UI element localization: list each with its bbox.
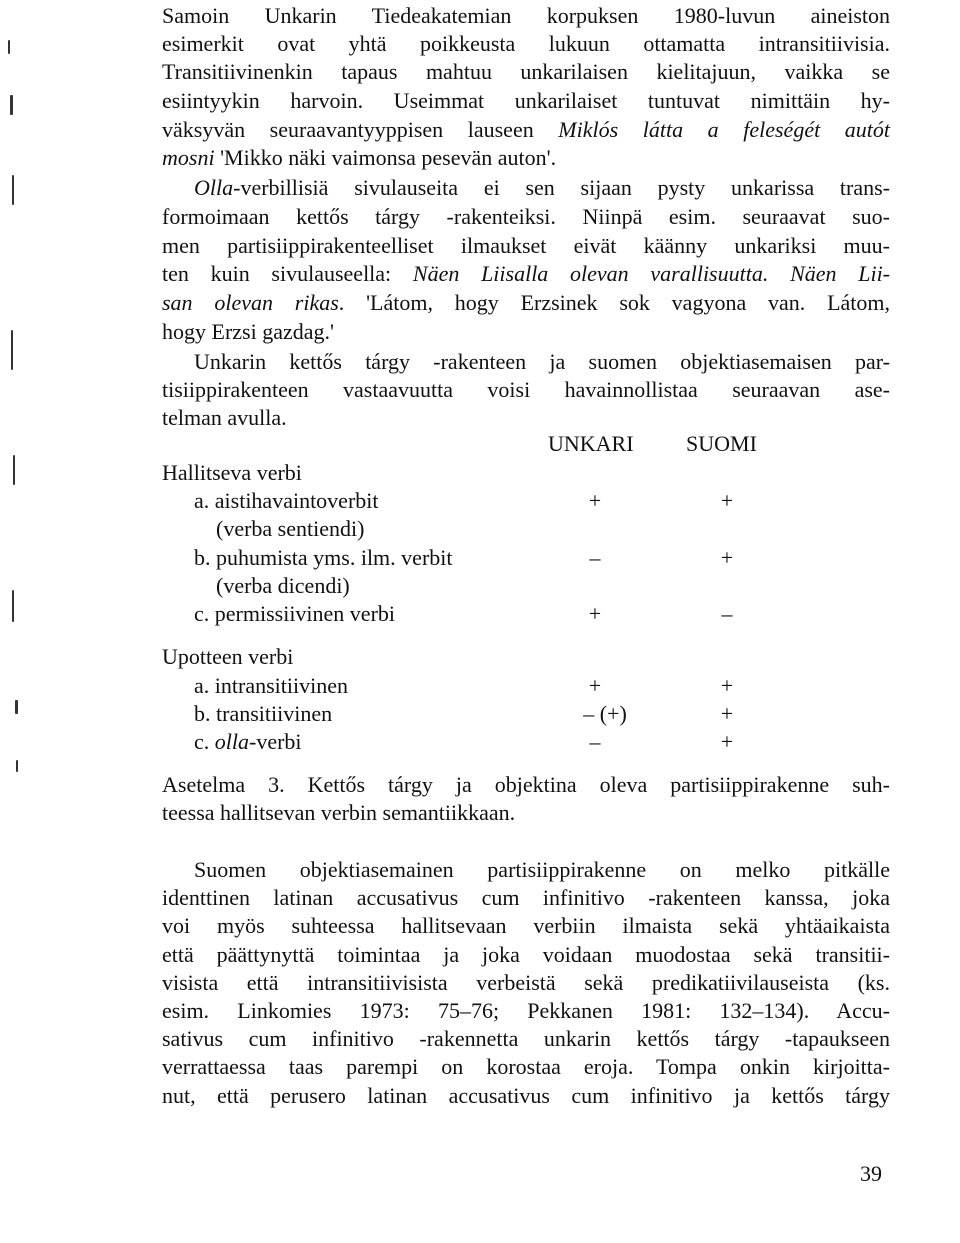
row-label: b. puhumista yms. ilm. verbit	[194, 545, 453, 570]
example-italic: Miklós látta a feleségét autót	[558, 117, 890, 142]
text-line: identtinen latinan accusativus cum infinitivo -rakenteen kanssa, joka	[162, 885, 890, 910]
text-line: visista että intransitiivisista verbeistä sekä predikatiivilauseista (ks.	[162, 970, 890, 995]
suomi-mark: +	[720, 673, 734, 698]
text-line: sativus cum infinitivo -rakennetta unkarin kettős tárgy -tapaukseen	[162, 1026, 890, 1051]
column-header-unkari: UNKARI	[548, 431, 634, 456]
text-line: ten kuin sivulauseella: Näen Liisalla olevan varallisuutta. Näen Lii-	[162, 261, 891, 286]
scan-artifact	[16, 760, 18, 772]
text-line: väksyvän seuraavantyyppisen lauseen Miklós látta a feleségét autót	[162, 117, 890, 142]
suomi-mark: +	[720, 701, 734, 726]
text-line: san olevan rikas. 'Látom, hogy Erzsinek sok vagyona van. Látom,	[162, 290, 890, 315]
row-sublabel: (verba dicendi)	[216, 573, 350, 598]
scan-artifact	[12, 175, 14, 205]
unkari-mark: –	[589, 545, 601, 570]
example-italic: mosni	[162, 145, 215, 170]
text-line: verrattaessa taas parempi on korostaa eroja. Tompa onkin kirjoitta-	[162, 1054, 890, 1079]
text-line: men partisiippirakenteelliset ilmaukset eivät käänny unkariksi muu-	[162, 233, 890, 258]
caption-line: Asetelma 3. Kettős tárgy ja objektina oleva partisiippirakenne suh-	[162, 772, 890, 797]
scan-artifact	[11, 330, 13, 370]
scan-artifact	[8, 40, 10, 54]
scan-artifact	[15, 700, 18, 714]
unkari-mark: –	[589, 729, 601, 754]
suomi-mark: +	[720, 545, 734, 570]
unkari-mark: +	[588, 601, 602, 626]
text-line: formoimaan kettős tárgy -rakenteiksi. Niinpä esim. seuraavat suo-	[162, 204, 890, 229]
row-label: a. aistihavaintoverbit	[194, 488, 379, 513]
unkari-mark: +	[588, 488, 602, 513]
text-line: esim. Linkomies 1973: 75–76; Pekkanen 1981: 132–134). Accu-	[162, 998, 890, 1023]
text-line: Olla-verbillisiä sivulauseita ei sen sijaan pysty unkarissa trans-	[194, 175, 890, 200]
scan-artifact	[13, 455, 15, 485]
text-line: nut, että perusero latinan accusativus cum infinitivo ja kettős tárgy	[162, 1083, 890, 1108]
example-italic: san olevan rikas	[162, 290, 339, 315]
row-label: c. olla-verbi	[194, 729, 302, 754]
text-line: esimerkit ovat yhtä poikkeusta lukuun ottamatta intransitiivisia.	[162, 31, 890, 56]
unkari-mark: +	[588, 673, 602, 698]
text-line: hogy Erzsi gazdag.'	[162, 319, 334, 344]
group-title: Upotteen verbi	[162, 644, 294, 669]
text-line: esiintyykin harvoin. Useimmat unkarilaiset tuntuvat nimittäin hy-	[162, 88, 890, 113]
text-line: mosni 'Mikko näki vaimonsa pesevän auton'.	[162, 145, 557, 170]
example-italic: Näen Liisalla olevan varallisuutta. Näen Lii-	[412, 261, 891, 286]
column-header-suomi: SUOMI	[686, 431, 757, 456]
suomi-mark: –	[721, 601, 733, 626]
page-number: 39	[860, 1161, 882, 1186]
suomi-mark: +	[720, 729, 734, 754]
text-line: voi myös suhteessa hallitsevaan verbiin ilmaista sekä yhtäaikaista	[162, 913, 890, 938]
text-line: Suomen objektiasemainen partisiippirakenne on melko pitkälle	[194, 857, 890, 882]
row-label: c. permissiivinen verbi	[194, 601, 396, 626]
unkari-mark: – (+)	[583, 701, 627, 726]
row-label: b. transitiivinen	[194, 701, 333, 726]
row-sublabel: (verba sentiendi)	[216, 516, 365, 541]
caption-line: teessa hallitsevan verbin semantiikkaan.	[162, 800, 516, 825]
text-line: telman avulla.	[162, 405, 287, 430]
row-label: a. intransitiivinen	[194, 673, 348, 698]
text-line: Unkarin kettős tárgy -rakenteen ja suomen objektiasemaisen par-	[194, 349, 890, 374]
group-title: Hallitseva verbi	[162, 460, 302, 485]
text-line: Samoin Unkarin Tiedeakatemian korpuksen 1980-luvun aineiston	[162, 3, 890, 28]
text-line: tisiippirakenteen vastaavuutta voisi havainnollistaa seuraavan ase-	[162, 377, 890, 402]
text-line: että päättynyttä toimintaa ja joka voidaan muodostaa sekä transitii-	[162, 942, 890, 967]
suomi-mark: +	[720, 488, 734, 513]
scan-artifact	[10, 95, 13, 115]
text-line: Transitiivinenkin tapaus mahtuu unkarilaisen kielitajuun, vaikka se	[162, 59, 890, 84]
scan-artifact	[12, 590, 14, 622]
